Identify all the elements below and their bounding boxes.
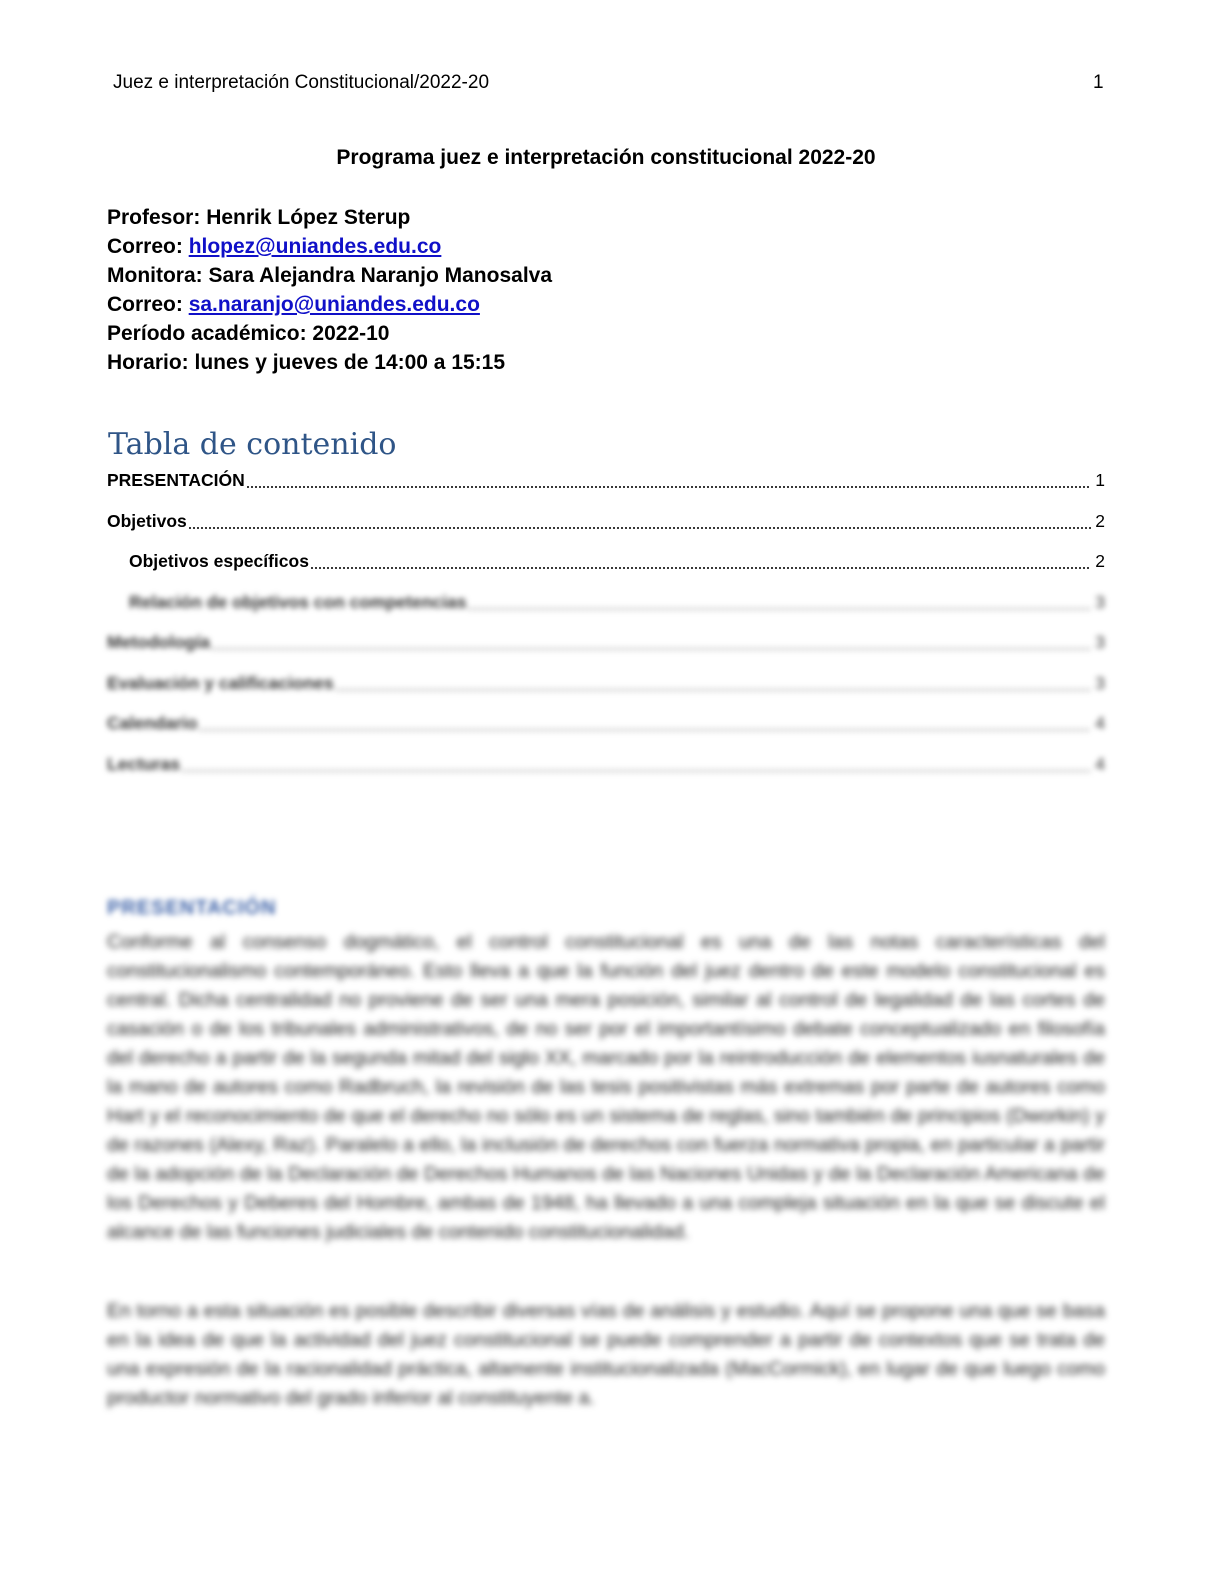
toc-item-label: Evaluación y calificaciones	[107, 672, 334, 693]
toc-item-label: Calendario	[107, 713, 198, 733]
toc-item-page: 2	[1095, 510, 1105, 531]
toc-item[interactable]	[107, 673, 1105, 714]
toc-item[interactable]	[107, 713, 1105, 754]
monitora-name: Sara Alejandra Naranjo Manosalva	[208, 264, 553, 287]
correo-row-1	[107, 232, 552, 261]
correo-row-2	[107, 290, 552, 319]
toc-item-page: 1	[1095, 470, 1105, 490]
toc-item-label: Lecturas	[107, 753, 180, 774]
horario-value: lunes y jueves de 14:00 a 15:15	[194, 351, 506, 374]
periodo-value: 2022-10	[312, 322, 390, 345]
toc-item-page: 3	[1095, 632, 1105, 652]
monitora-label: Monitora:	[107, 264, 209, 287]
toc-heading: Tabla de contenido	[108, 427, 397, 462]
periodo-row	[107, 319, 552, 348]
table-of-contents	[107, 470, 1105, 794]
toc-leader	[181, 770, 1091, 772]
toc-item-label: PRESENTACIÓN	[107, 470, 245, 490]
toc-item-page: 3	[1095, 591, 1105, 612]
document-title: Programa juez e interpretación constitucional 2022-20	[336, 146, 876, 169]
profesor-label: Profesor:	[107, 206, 207, 229]
toc-item[interactable]	[107, 551, 1105, 592]
toc-item-page: 2	[1095, 551, 1105, 571]
running-header-title: Juez e interpretación Constitucional/2022-20	[113, 72, 490, 93]
profesor-name: Henrik López Sterup	[206, 206, 411, 229]
periodo-label: Período académico:	[107, 322, 313, 345]
toc-leader	[310, 567, 1091, 569]
toc-leader	[246, 486, 1091, 488]
presentation-heading: PRESENTACIÓN	[107, 897, 277, 919]
toc-leader	[188, 527, 1091, 529]
toc-item-page: 4	[1095, 713, 1105, 733]
profesor-row	[107, 203, 552, 232]
toc-item-label: Metodología	[107, 632, 211, 652]
toc-leader	[198, 729, 1091, 731]
toc-item-label: Objetivos específicos	[129, 551, 309, 571]
toc-item[interactable]	[107, 592, 1105, 633]
toc-leader	[211, 648, 1091, 650]
toc-item-label: Objetivos	[107, 510, 187, 531]
presentation-paragraph-2: En torno a esta situación es posible describir diversas vías de análisis y estudio. Aquí se propone una que se basa en la idea de que la actividad del juez constitucional se puede comprender a partir de contextos que se trata de una expresión de la racionalidad práctica, altamente institucionalizada (MacCormick), en lugar de que luego como productor normativo del grado inferior al constituyente a.	[107, 1300, 1105, 1409]
toc-item[interactable]	[107, 511, 1105, 552]
presentation-paragraph-1: Conforme al consenso dogmático, el control constitucional es una de las notas características del constitucionalismo contemporáneo. Esto lleva a que la función del juez dentro de este modelo constitucional es central. Dicha centralidad no proviene de ser una mera posición, similar al control de legalidad de las cortes de casación o de los tribunales administrativos, de no ser por el importantísimo debate conceptualizado en filosofía del derecho a partir de la segunda mitad del siglo XX, marcado por la reintroducción de elementos iusnaturales de la mano de autores como Radbruch, la revisión de las tesis positivistas más extremas por parte de autores como Hart y el reconocimiento de que el derecho no sólo es un sistema de reglas, sino también de principios (Dworkin) y de razones (Alexy, Raz). Paralelo a ello, la inclusión de derechos con fuerza normativa propia, en particular a partir de la adopción de la Declaración de Derechos Humanos de las Naciones Unidas y de la Declaración Americana de los Derechos y Deberes del Hombre, ambas de 1948, ha llevado a una compleja situación en la que se discute el alcance de las funciones judiciales de contenido constitucionalidad.	[107, 931, 1105, 1243]
correo-label-2: Correo:	[107, 293, 189, 316]
toc-item-page: 3	[1095, 672, 1105, 693]
email-link-profesor[interactable]: hlopez@uniandes.edu.co	[188, 235, 442, 258]
toc-item[interactable]	[107, 632, 1105, 673]
email-link-monitora[interactable]: sa.naranjo@uniandes.edu.co	[188, 293, 480, 316]
monitora-row	[107, 261, 552, 290]
horario-row	[107, 348, 552, 377]
toc-item-label: Relación de objetivos con competencias	[129, 591, 467, 612]
toc-leader	[335, 689, 1091, 691]
horario-label: Horario:	[107, 351, 195, 374]
correo-label-1: Correo:	[107, 235, 189, 258]
toc-leader	[467, 608, 1091, 610]
course-info	[107, 203, 552, 377]
toc-item-page: 4	[1095, 753, 1105, 774]
toc-item[interactable]	[107, 470, 1105, 511]
page-number: 1	[1093, 72, 1104, 93]
toc-item[interactable]	[107, 754, 1105, 795]
